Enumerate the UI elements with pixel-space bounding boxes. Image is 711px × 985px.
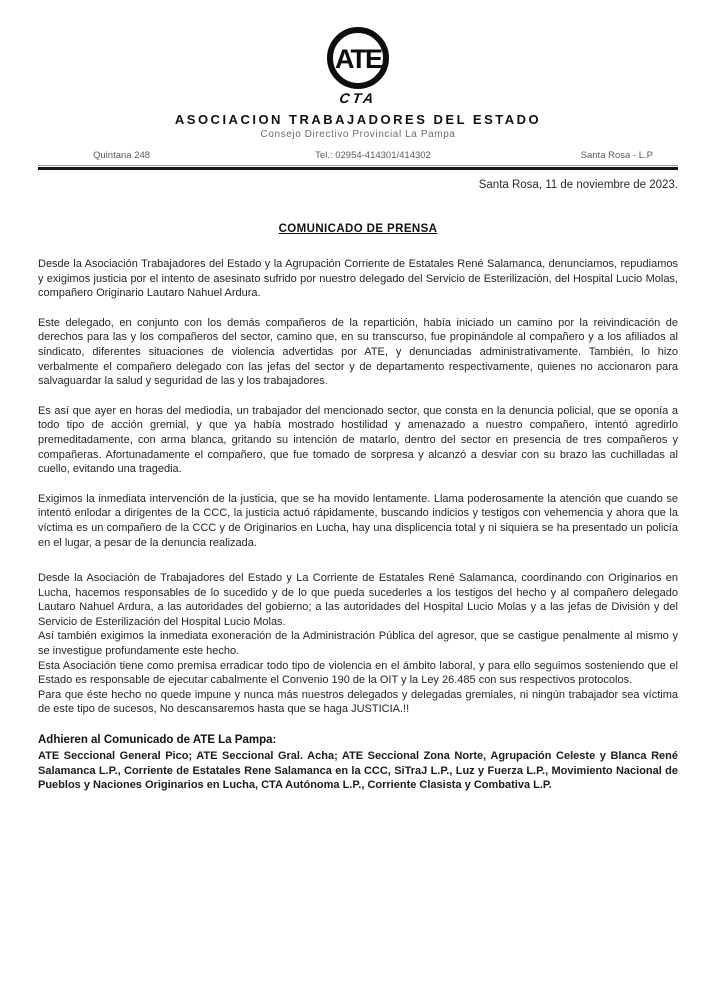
paragraph-8: Para que éste hecho no quede impune y nunca más nuestros delegados y delegadas gremiales, ni ningún trabajador sea víctima de este tipo de sucesos, No descansaremos hasta que se haga JUSTICIA.!! [38,688,678,716]
organization-subtitle: Consejo Directivo Provincial La Pampa [260,129,456,140]
adherents-signatories: ATE Seccional General Pico; ATE Seccional Gral. Acha; ATE Seccional Zona Norte, Agrupación Celeste y Blanca René Salamanca L.P., Corriente de Estatales Rene Salamanca en la CCC, SiTraJ L.P., Luz y Fuerza L.P., Movimiento Nacional de Pueblos y Naciones Originarios en Lucha, CTA Autónoma L.P., Corriente Clasista y Combativa L.P. [38,750,678,792]
contact-info-row [38,150,678,166]
adherents-heading: Adhieren al Comunicado de ATE La Pampa: [38,734,277,747]
address-text: Quintana 248 [93,150,151,161]
paragraph-6: Así también exigimos la inmediata exoneración de la Administración Pública del agresor, que se castigue penalmente al mismo y se investigue profundamente este hecho. [38,630,678,658]
paragraph-1: Desde la Asociación Trabajadores del Estado y la Agrupación Corriente de Estatales René Salamanca, denunciamos, repudiamos y exigimos justicia por el intento de asesinato sufrido por nuestro delegado del Servicio de Esterilización, del Hospital Lucio Molas, compañero Originario Lautaro Nahuel Ardura. [38,258,678,300]
adherents-section [38,734,678,793]
ate-logo-icon [326,26,390,90]
svg-text:ATE: ATE [335,44,381,74]
paragraph-5: Desde la Asociación de Trabajadores del Estado y La Corriente de Estatales René Salamanca, coordinando con Originarios en Lucha, hacemos responsables de lo sucedido y de lo que pueda sucederles a los testigos del hecho y al compañero delegado Lautaro Nahuel Ardura, a las autoridades del gobierno; a las autoridades del Hospital Lucio Molas y a las jefas de División y del Servicio de Esterilización del Hospital Lucio Molas. [38,572,678,628]
document-body [38,257,678,717]
organization-name: ASOCIACION TRABAJADORES DEL ESTADO [174,112,542,127]
header-rule [38,167,678,170]
location-text: Santa Rosa - L.P [580,150,654,161]
cta-logo-text: CTA [338,90,378,106]
paragraph-3: Es así que ayer en horas del mediodía, un trabajador del mencionado sector, que consta en la denuncia policial, que se oponía a todo tipo de acción gremial, y que ya había mostrado hostilidad y amenazado a nuestro compañero, intentó agredirlo premeditadamente, con arma blanca, gritando su intención de matarlo, dentro del sector en presencia de tres compañeros y compañeras. Afortunadamente el compañero, que fue tomado de sorpresa y alcanzó a desviar con su brazo las cuchilladas al cuello, evitando una tragedia. [38,404,678,476]
ate-logo [326,26,390,105]
letterhead [38,26,678,140]
paragraph-4: Exigimos la inmediata intervención de la justicia, que se ha movido lentamente. Llama poderosamente la atención que cuando se intentó enlodar a dirigentes de la CCC, la justicia actuó rápidamente, buscando indicios y testigos con vehemencia y ahora que la víctima es un compañero de la CCC y de Originarios en Lucha, hay una displicencia total y ni siquiera se ha presentado un policía en el lugar, a pesar de la denuncia realizada. [38,492,678,549]
paragraph-7: Esta Asociación tiene como premisa erradicar todo tipo de violencia en el ámbito laboral, y para ello seguimos sosteniendo que el Estado es responsable de ejecutar cabalmente el Convenio 190 de la OIT y la Ley 26.485 con sus respectivos protocolos. [38,659,678,687]
paragraph-2: Este delegado, en conjunto con los demás compañeros de la repartición, había iniciado un camino por la reivindicación de derechos para las y los compañeros del sector, camino que, en su transcurso, fue propinándole al compañero y a los afiliados al sindicato, diferentes situaciones de violencia advertidas por ATE, y denunciadas administrativamente. También, lo hizo verbalmente el compañero delegado con las jefas del sector y de departamento respectivamente, quienes no accionaron para salvaguardar la salud y seguridad de las y los trabajadores. [38,316,678,388]
dateline: Santa Rosa, 11 de noviembre de 2023. [478,179,678,191]
document-title: COMUNICADO DE PRENSA [278,223,438,235]
phone-text: Tel.: 02954-414301/414302 [315,150,431,161]
